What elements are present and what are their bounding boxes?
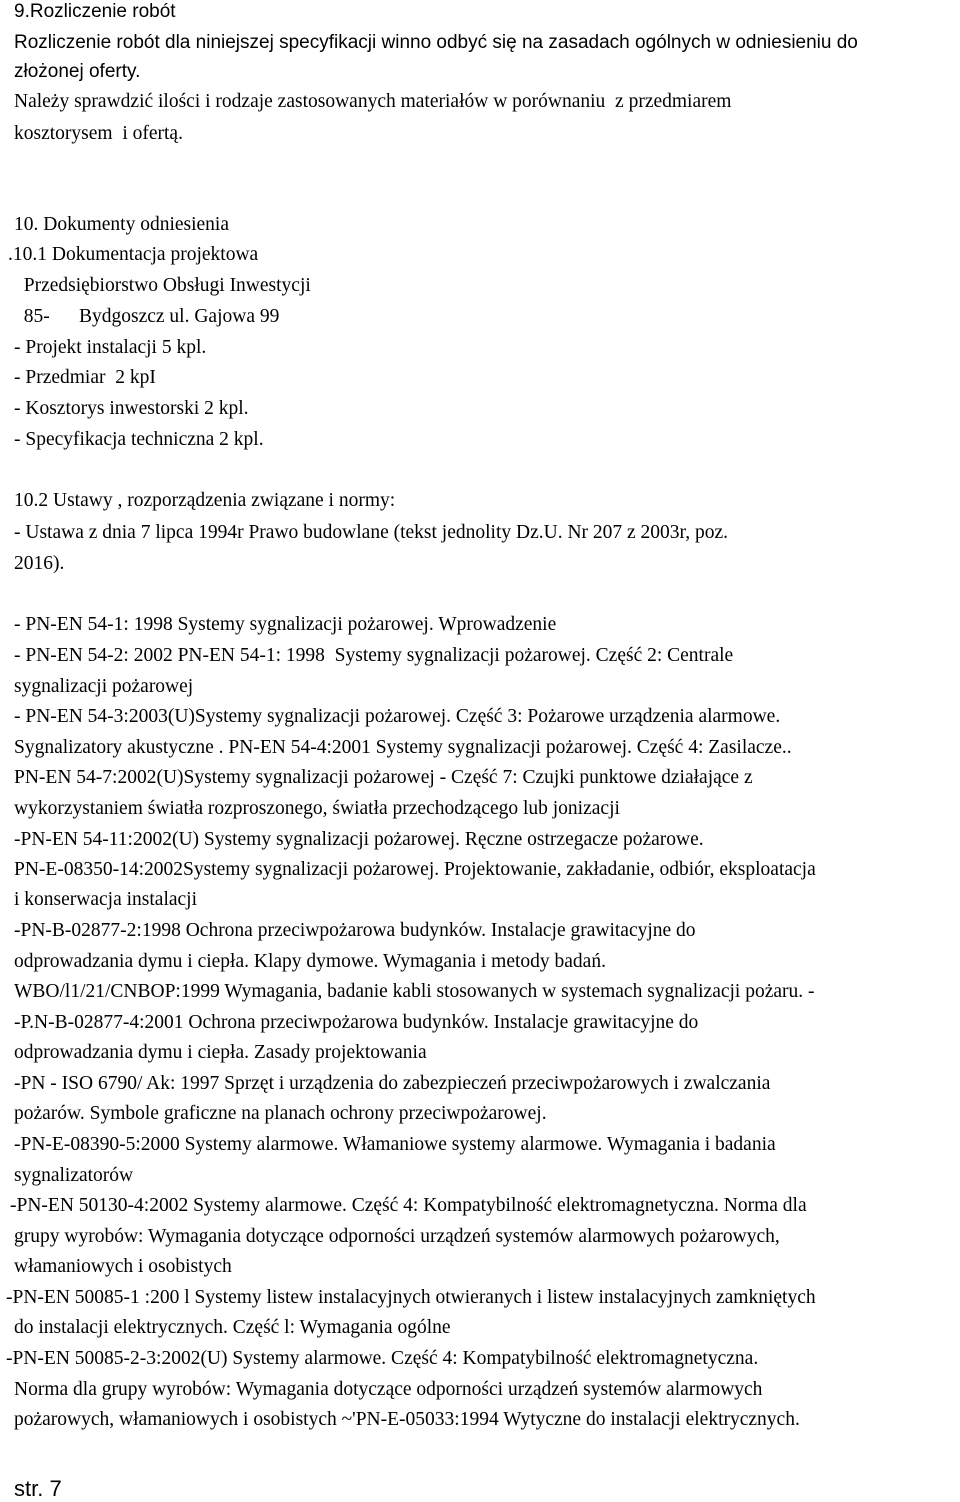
norm-line: -PN-EN 54-11:2002(U) Systemy sygnalizacji pożarowej. Ręczne ostrzegacze pożarowe. [14,829,704,850]
norm-line: -PN-EN 50085-1 :200 l Systemy listew instalacyjnych otwieranych i listew instalacyjnych zamkniętych [6,1287,816,1308]
norm-line: -PN-EN 50130-4:2002 Systemy alarmowe. Część 4: Kompatybilność elektromagnetyczna. Norma dla [10,1195,807,1216]
norm-line: - PN-EN 54-2: 2002 PN-EN 54-1: 1998 Systemy sygnalizacji pożarowej. Część 2: Centrale [14,645,734,666]
norm-line: -PN-E-08390-5:2000 Systemy alarmowe. Włamaniowe systemy alarmowe. Wymagania i badania [14,1134,776,1155]
norm-line: PN-E-08350-14:2002Systemy sygnalizacji pożarowej. Projektowanie, zakładanie, odbiór, eksploatacja [14,859,816,880]
norm-line: PN-EN 54-7:2002(U)Systemy sygnalizacji pożarowej - Część 7: Czujki punktowe działające z [14,767,753,788]
section-9-heading: 9.Rozliczenie robót [14,1,176,22]
doc-list-item: Przedsiębiorstwo Obsługi Inwestycji [14,275,311,296]
doc-list-item: - Przedmiar 2 kpI [14,367,156,388]
norm-line: pożarowych, włamaniowych i osobistych ~'PN-E-05033:1994 Wytyczne do instalacji elektrycznych. [14,1409,800,1430]
doc-list-item: - Kosztorys inwestorski 2 kpl. [14,398,249,419]
page-number: str. 7 [14,1476,62,1501]
section-10-2-heading: 10.2 Ustawy , rozporządzenia związane i normy: [14,490,396,511]
law-line: - Ustawa z dnia 7 lipca 1994r Prawo budowlane (tekst jednolity Dz.U. Nr 207 z 2003r, poz. [14,522,729,543]
doc-list-item: - Specyfikacja techniczna 2 kpl. [14,429,264,450]
norm-line: odprowadzania dymu i ciepła. Zasady projektowania [14,1042,427,1063]
section-9-text-line: Rozliczenie robót dla niniejszej specyfikacji winno odbyć się na zasadach ogólnych w odniesieniu do [14,32,858,53]
law-line: 2016). [14,553,65,574]
norm-line: sygnalizatorów [14,1165,134,1186]
norm-line: włamaniowych i osobistych [14,1256,232,1277]
norm-line: - PN-EN 54-3:2003(U)Systemy sygnalizacji pożarowej. Część 3: Pożarowe urządzenia alarmowe. [14,706,781,727]
norm-line: - PN-EN 54-1: 1998 Systemy sygnalizacji pożarowej. Wprowadzenie [14,614,557,635]
norm-line: Norma dla grupy wyrobów: Wymagania dotyczące odporności urządzeń systemów alarmowych [14,1379,763,1400]
doc-list-item: - Projekt instalacji 5 kpl. [14,337,207,358]
section-9-text-line: Należy sprawdzić ilości i rodzaje zastosowanych materiałów w porównaniu z przedmiarem [14,91,732,112]
section-10-heading: 10. Dokumenty odniesienia [14,214,230,235]
section-10-1-heading: .10.1 Dokumentacja projektowa [8,244,259,265]
norm-line: -PN - ISO 6790/ Ak: 1997 Sprzęt i urządzenia do zabezpieczeń przeciwpożarowych i zwalczania [14,1073,771,1094]
norm-line: do instalacji elektrycznych. Część l: Wymagania ogólne [14,1317,451,1338]
norm-line: pożarów. Symbole graficzne na planach ochrony przeciwpożarowej. [14,1103,547,1124]
norm-line: odprowadzania dymu i ciepła. Klapy dymowe. Wymagania i metody badań. [14,951,606,972]
norm-line: WBO/l1/21/CNBOP:1999 Wymagania, badanie kabli stosowanych w systemach sygnalizacji pożaru. - [14,981,815,1002]
norm-line: sygnalizacji pożarowej [14,676,194,697]
norm-line: grupy wyrobów: Wymagania dotyczące odporności urządzeń systemów alarmowych pożarowych, [14,1226,780,1247]
doc-list-item: 85- Bydgoszcz ul. Gajowa 99 [14,306,280,327]
norm-line: -PN-EN 50085-2-3:2002(U) Systemy alarmowe. Część 4: Kompatybilność elektromagnetyczna. [6,1348,759,1369]
norm-line: Sygnalizatory akustyczne . PN-EN 54-4:2001 Systemy sygnalizacji pożarowej. Część 4: Zasilacze.. [14,737,792,758]
norm-line: -PN-B-02877-2:1998 Ochrona przeciwpożarowa budynków. Instalacje grawitacyjne do [14,920,696,941]
norm-line: wykorzystaniem światła rozproszonego, światła przechodzącego lub jonizacji [14,798,620,819]
norm-line: -P.N-B-02877-4:2001 Ochrona przeciwpożarowa budynków. Instalacje grawitacyjne do [14,1012,699,1033]
section-9-text-line: złożonej oferty. [14,61,141,82]
norm-line: i konserwacja instalacji [14,889,198,910]
section-9-text-line: kosztorysem i ofertą. [14,123,183,144]
